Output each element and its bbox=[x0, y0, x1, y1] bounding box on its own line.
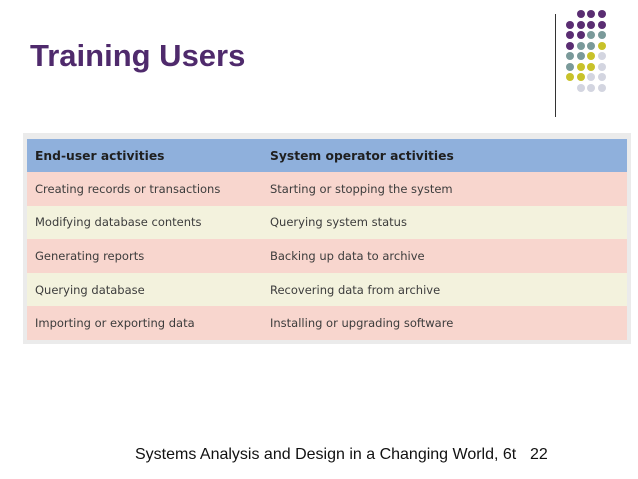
decorative-dot bbox=[598, 63, 606, 71]
slide-title: Training Users bbox=[30, 38, 246, 73]
decorative-dot bbox=[587, 21, 595, 29]
decorative-dot bbox=[566, 73, 574, 81]
table-cell: Backing up data to archive bbox=[270, 248, 425, 263]
decorative-dot bbox=[598, 84, 606, 92]
decorative-dot bbox=[587, 63, 595, 71]
column-header-system-operator: System operator activities bbox=[270, 148, 454, 163]
slide-footer: Systems Analysis and Design in a Changing World, 6t bbox=[135, 446, 517, 463]
header-divider-line bbox=[555, 14, 556, 117]
table-cell: Querying system status bbox=[270, 215, 407, 230]
decorative-dot bbox=[587, 31, 595, 39]
decorative-dot bbox=[577, 84, 585, 92]
decorative-dot bbox=[577, 31, 585, 39]
decorative-dot bbox=[566, 63, 574, 71]
table-cell: Importing or exporting data bbox=[35, 316, 195, 331]
table-row bbox=[27, 239, 627, 273]
decorative-dot bbox=[587, 52, 595, 60]
decorative-dot bbox=[598, 31, 606, 39]
decorative-dot bbox=[577, 10, 585, 18]
table-row bbox=[27, 306, 627, 340]
table-cell: Modifying database contents bbox=[35, 215, 202, 230]
decorative-dot-grid bbox=[560, 6, 630, 106]
table-row bbox=[27, 172, 627, 206]
table-cell: Recovering data from archive bbox=[270, 282, 441, 297]
table-cell: Generating reports bbox=[35, 248, 145, 263]
decorative-dot bbox=[577, 21, 585, 29]
decorative-dot bbox=[577, 63, 585, 71]
column-header-end-user: End-user activities bbox=[35, 148, 165, 163]
decorative-dot bbox=[598, 21, 606, 29]
decorative-dot bbox=[577, 73, 585, 81]
activities-table-frame bbox=[23, 133, 631, 344]
decorative-dot bbox=[566, 52, 574, 60]
decorative-dot bbox=[587, 10, 595, 18]
decorative-dot bbox=[587, 73, 595, 81]
table-header-row bbox=[27, 139, 627, 172]
activities-table bbox=[27, 139, 627, 340]
decorative-dot bbox=[566, 31, 574, 39]
page-number: 22 bbox=[530, 446, 548, 463]
decorative-dot bbox=[598, 42, 606, 50]
table-cell: Installing or upgrading software bbox=[270, 316, 454, 331]
decorative-dot bbox=[598, 52, 606, 60]
decorative-dot bbox=[587, 84, 595, 92]
table-cell: Creating records or transactions bbox=[35, 181, 221, 196]
decorative-dot bbox=[577, 52, 585, 60]
table-row bbox=[27, 206, 627, 240]
table-row bbox=[27, 273, 627, 307]
decorative-dot bbox=[598, 73, 606, 81]
table-cell: Querying database bbox=[35, 282, 145, 297]
decorative-dot bbox=[566, 21, 574, 29]
decorative-dot bbox=[598, 10, 606, 18]
decorative-dot bbox=[587, 42, 595, 50]
decorative-dot bbox=[577, 42, 585, 50]
table-cell: Starting or stopping the system bbox=[270, 181, 453, 196]
decorative-dot bbox=[566, 42, 574, 50]
